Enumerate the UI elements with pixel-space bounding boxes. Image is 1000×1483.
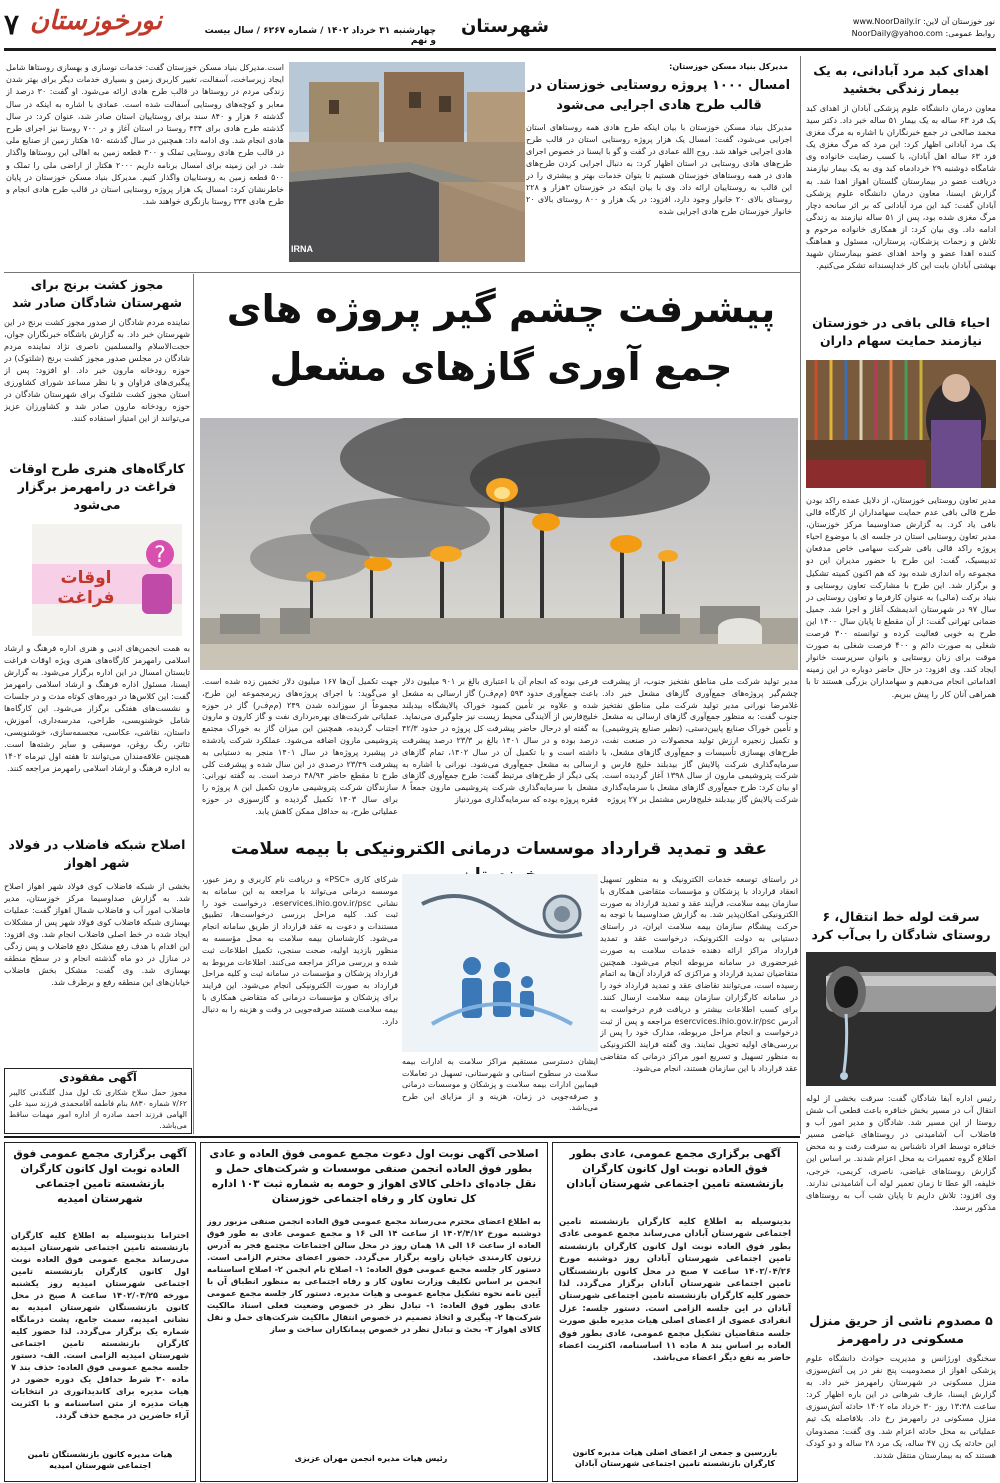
story-body: مدیرکل بنیاد مسکن خوزستان با بیان اینکه طرح هادی همه روستاهای استان اجرایی می‌شود، گفت: امسال یک هزار پروژه روستایی استان در قالب طرح هادی اجرایی خواهد شد. روح الله عمادی در گفت و گو با ایسنا در خصوص اجرای طرح‌های هادی روستایی در استان اظهار کرد: به دنبال اجرایی کردن طرح‌های هادی در همه روستاهای خوزستان هستیم تا بتوان خدمات بهتر و بیشتری را در این قالب به روستاییان ارائه داد. وی با بیان اینکه در خوزستان ۳هزار و ۲۲۸ روستای بالای ۲۰ خانوار وجود دارد، افزود: در یک هزار و ۸۰۰ روستای بالای ۲۰ خانوار خوزستان طرح هادی اجرایی شده — [526, 123, 792, 216]
right-headline-2: احیاء قالی بافی در خوزستان نیازمند حمایت سهام داران — [812, 315, 990, 348]
right-headline-1: اهدای کبد مرد آبادانی، به یک بیمار زندگی بخشید — [813, 63, 989, 96]
notice-ahvaz-transport — [200, 1142, 548, 1482]
notice-omidiyeh-body: احتراما بدینوسیله به اطلاع کلیه کارگران بازنشسته تامین اجتماعی شهرستان امیدیه می‌رساند مجمع عمومی فوق العاده نوبت اول کانون کارگران بازنشسته تامین اجتماعی شهرستان امیدیه روز یکشنبه مورخه ۱۴۰۲/۰۴/۲۵ ساعت ۸ صبح در محل کانون بازنشستگان شهرستان امیدیه به نشانی امیدیه، سمت جامع، پشت درمانگاه شماره یک برگزار می‌گردد. لذا حضور کلیه کارگران بازنشسته تامین اجتماعی شهرستان امیدیه الزامی است. الف- دستور جلسه مجمع عمومی فوق العاده: حذف بند ۷ ماده ۳۰ شرط حداقل یک دوره حضور در هیات مدیره برای کاندیداتوری در انتخابات هیات مدیره از متن اساسنامه و با اکثریت آراء حاضرین در مجمع حذف گردد. — [11, 1230, 189, 1420]
masthead — [0, 0, 1000, 50]
notice-omidiyeh-signature: هیات مدیره کانون بازنشستگان تامین اجتماعی شهرستان امیدیه — [27, 1450, 173, 1470]
carpet-weaving-photo — [806, 360, 996, 488]
site-url[interactable]: نور خوزستان آن لاین: www.NoorDaily.ir — [852, 17, 995, 26]
right-body-3: رئیس اداره آبفا شادگان گفت: سرقت بخشی از لوله انتقال آب در مسیر بخش خنافره باعث قطعی آب شش روستا از این مسیر شد. شادگان و مدیر امور آب و فاضلاب آب آشامیدنی در روستاهای غیاضی مسیر خنافره توسط افراد ناشناس به سرقت رفت و به محض اطلاع گروه تعمیرات به محل اعزام شدند. بر اساس این گزارش روستاهای غیاضی، ناصری، کریمی، خرجی، خلیفه، الو عطا تا زمان تعمیر لوله آب آشامیدنی ندارند. وی افزود: تلاش داریم تا پایان شب آب به روستاهای مذکور برسد. — [806, 1093, 996, 1212]
right-column — [806, 56, 996, 1134]
notice-abadan-title: آگهی برگزاری مجمع عمومی، عادی بطور فوق العاده نوبت اول کانون کارگران بازنشسته تامین اجتماعی شهرستان آبادان — [566, 1148, 784, 1190]
health-insurance-image — [402, 874, 598, 1052]
notice-ahvaz-body: به اطلاع اعضای محترم می‌رساند مجمع عمومی فوق العاده انجمن صنفی مزبور روز دوشنبه مورخ ۱۴۰۲/۴/۱۲ از ساعت ۱۴ الی ۱۶ و مجمع عمومی عادی به طور فوق العاده از ساعت ۱۶ الی ۱۸ همان روز در محل سالن اجتماعات مجتمع فجر به آدرس زرتون کارمندی خیابان زاویه برگزار می‌گردد. حضور اعضای محترم الزامی است. دستور کار جلسه مجمع عمومی فوق العاده: ۱- اصلاح نام انجمن ۲- اصلاح اساسنامه انجمن بر اساس تکلیف وزارت تعاون کار و رفاه اجتماعی به منظور انطباق آن با آیین نامه نحوه تشکیل مجامع عمومی و هیات مدیره. دستور کار جلسه مجمع عمومی عادی بطور فوق العاده: ۱- تبادل نظر در خصوص وضعیت فعلی اسناد مالکیت شرکت‌ها ۲- پیگیری و اتخاذ تصمیم در خصوص انتقال مالکیت شرکت‌های حمل و نقل کالای اهواز ۳- بحث و تبادل نظر در خصوص پیمانکاران ساخت و ساز — [207, 1216, 541, 1334]
story-kicker: مدیرکل بنیاد مسکن خوزستان: — [669, 62, 788, 71]
section-title: شهرستان — [461, 16, 549, 37]
right-col-divider — [800, 56, 801, 1134]
page-number: ۷ — [4, 8, 20, 41]
right-headline-3: سرقت لوله خط انتقال، ۶ روستای شادگان را بی‌آب کرد — [811, 909, 991, 942]
insurance-caption: ایشان دسترسی مستقیم مراکز سلامت به ادارات بیمه سلامت در سطوح استانی و شهرستانی، تسهیل در تعاملات فیمابین ادارات بیمه سلامت و پزشکان و موسسات درمانی و صرفه‌جویی در زمان، هزینه و از مزایای این طرح می‌باشد. — [402, 1057, 598, 1113]
notice-abadan-body: بدینوسیله به اطلاع کلیه کارگران بازنشسته تامین اجتماعی شهرستان آبادان می‌رساند مجمع عمومی عادی بطور فوق العاده نوبت اول کانون کارگران بازنشسته تامین اجتماعی شهرستان آبادان روز دوشنبه مورخ ۱۴۰۲/۰۴/۲۶ ساعت ۷ صبح در محل کانون بازنشستگان تامین اجتماعی شهرستان آبادان برگزار می‌گردد. لذا حضور کلیه کارگران بازنشسته تامین اجتماعی شهرستان آبادان در این جلسه الزامی است. دستور جلسه: عزل انفرادی عضوی از اعضای اصلی هیات مدیره طبق صورت جلسه متقاضیان تشکیل مجمع عمومی، عادی بطور فوق العاده بر اساس بند ۸ ماده ۱۱ اساسنامه، اکثریت اعضاء حاضر به نفع دیگر اعضاء می‌باشد. — [559, 1216, 791, 1363]
insurance-col-2: شرکای کاری «PSC» و دریافت نام کاربری و رمز عبور، موسسه درمانی می‌تواند با مراجعه به این سامانه به نشانی eservices.ihio.gov.ir/psc، درخواست خود را ثبت کند. کلیه مراحل بررسی درخواست‌ها، تطبیق مستندات و دعوت به عقد قرارداد از طریق سامانه انجام می‌شود. کارشناسان بیمه سلامت به محل مؤسسه به منظور بازدید اولیه، صحت سنجی، تکمیل اطلاعات ثبت شده و بررسی مراکز مراجعه می‌کنند. اطلاعات مربوط به قرارداد پزشکان و مؤسسات در سامانه ثبت و کلیه مراحل قرارداد به صورت الکترونیکی انجام می‌شود. این فرایند برای پزشکان و مؤسسات درمانی که متقاضی همکاری با بیمه سلامت هستند صرفه‌جویی در وقت و هزینه را به دنبال دارد. — [202, 874, 398, 1026]
lost-notice-box — [4, 1068, 192, 1134]
newspaper-logo: نورخوزستان — [30, 6, 162, 36]
left-column — [4, 276, 190, 1136]
story-headline: امسال ۱۰۰۰ پروژه روستایی خوزستان در قالب طرح هادی اجرایی می‌شود — [527, 78, 791, 113]
notice-omidiyeh — [4, 1142, 196, 1482]
left-col-divider — [193, 274, 194, 1134]
main-col-1: مدیر تولید شرکت ملی مناطق نفتخیز جنوب، از پیشرفت چشم‌گیر پروژه‌های جمع‌آوری گازهای مشعل خبر داد. غلامرضا نورانی مدیر تولید شرکت ملی مناطق نفتخیز جنوب گفت: به منظور جمع‌آوری گازهای ارسالی به مشعل و تأمین خوراک صنایع پایین‌دستی، (نظیر صنایع پتروشیمی) و تکمیل زنجیره ارزش تولید محصولات در صنعت نفت، طرح‌های بهسازی تأسیسات و جمع‌آوری گازهای مشعل، با سرمایه‌گذاری شرکت پالایش گاز بیدبلند خلیج فارس و شرکت پتروشیمی مارون از سال ۱۳۹۸ آغاز گردیده است. او بیان کرد: طرح جمع‌آوری گازهای مشعل با سرمایه‌گذاری شرکت پالایش گاز بیدبلند خلیج‌فارس مشتمل بر ۲۷ پروژه — [602, 676, 798, 804]
left-headline-1: مجوز کشت برنج برای شهرستان شادگان صادر شد — [11, 277, 183, 310]
left-headline-3: اصلاح شبکه فاضلاب در فولاد شهر اهواز — [8, 837, 186, 870]
issue-date-line: چهارشنبه ۳۱ خرداد ۱۴۰۲ / شماره ۶۲۶۷ / سال بیست و نهم — [204, 26, 436, 46]
lost-notice-body: مجوز حمل سلاح شکاری تک لول مدل گلنگدنی کالیبر ۷/۶۲ شماره ۸۸۳۰ بنام فاطمه آقامحمدی فرزند سید علی الهامی فرزند احمد صادره از اداره امور مهمات ساقط می‌باشد. — [9, 1088, 187, 1130]
masthead-divider — [4, 48, 996, 51]
insurance-col-1: در راستای توسعه خدمات الکترونیک و به منظور تسهیل انعقاد قرارداد با پزشکان و مؤسسات متقاضی همکاری با سازمان بیمه سلامت، فرآیند عقد و تمدید قرارداد به صورت الکترونیکی امکان‌پذیر شد. به گزارش صداوسیما با توجه به حرکت پیشگام سازمان بیمه سلامت ایران، در راستای دستیابی به دولت الکترونیک، درخواست عقد و تمدید قرارداد مراکز ارائه دهنده خدمات سلامت به صورت غیرحضوری در سامانه مربوطه انجام می‌شود. همچنین متقاضیان تمدید قرارداد و مراکزی که قرارداد آن‌ها به اتمام رسیده است، می‌توانند تقاضای عقد و تمدید قرارداد خود را در سامانه کارگزاران سازمان بیمه سلامت ارسال کنند. برای کسب اطلاعات بیشتر و دریافت فرم درخواست به آدرس esercvices.ihio.gov.ir/psc مراجعه و پس از ثبت درخواست و انجام مراحل مربوطه، مدارک خود را پس از بررسی‌های اولیه تحویل نمایند. وی گفته فرایند الکترونیکی به منظور تسهیل و تسریع امور مراکز درمانی که متقاضی عقد قرارداد با این سازمان هستند، انجام می‌شود. — [600, 874, 798, 1073]
contact-email[interactable]: روابط عمومی: NoorDaily@yahoo.com — [851, 29, 995, 38]
notice-abadan — [552, 1142, 798, 1482]
svg-text:?: ? — [154, 543, 166, 568]
notices-divider — [4, 1136, 800, 1138]
poster-text: اوقات فراغت — [57, 568, 115, 608]
notice-abadan-signature: بازرسین و جمعی از اعضای اصلی هیات مدیره کانون کارگران بازنشسته تامین اجتماعی شهرستان آبادان — [572, 1448, 778, 1468]
top-story-continued: است.مدیرکل بنیاد مسکن خوزستان گفت: خدمات نوسازی و بهسازی روستاها شامل ایجاد زیرساخت، آسفالت، تغییر کاربری زمین و بسیاری خدمات دیگر برای بهتر شدن زندگی مردم در روستاها در قالب طرح هادی ارائه می‌شود. او گفت: ۳۰ درصد از معابر و کوچه‌های روستایی آسفالت شده است. عمادی با اشاره به اینکه در سال گذشته ۶ هزار و ۸۴۰ سند برای روستاییان استان صادر شد، عنوان کرد: در سال گذشته طرح هادی برای ۴۳۴ روستا در استان آغاز و در ۷۰۰ روستا نیز اجرای طرح هادی انجام شد. وی ادامه داد: همچنین در سال گذشته ۱۵۰ هکتار زمین از صنایع ملی در قالب طرح هادی روستایی تملک و ۳۰۰ قطعه زمین به اهالی این روستاها واگذار شد. در این زمینه برای امسال برنامه داریم ۲۰۰۰ هکتار از اراضی ملی را تملک و ۵۰۰ قطعه زمین به روستاییان واگذار کنیم. مدیرکل بنیاد مسکن خوزستان در پایان خاطرنشان کرد: امسال یک هزار پروژه روستایی استان در قالب طرح هادی انجام و طرح هادی ۳۳۴ روستا بازنگری خواهند شد. — [6, 63, 284, 207]
water-pipe-photo — [806, 952, 996, 1086]
left-body-1: نماینده مردم شادگان از صدور مجوز کشت برنج در این شهرستان خبر داد. به گزارش باشگاه خبرنگاران جوان، حجت‌الاسلام والمسلمین ناصری نژاد نماینده مردم شادگان در مجلس صدور مجوز کشت برنج (شلتوک) در حوزه رودخانه مارون خبر داد. او افزود: پس از پیگیری‌های فراوان و با نظر مساعد شورای کشاورزی استان مجوز کشت شلتوک برای شهرستان شادگان در حوزه رودخانه مارون صادر شد و کشاورزان عزیز می‌توانند از این امتیاز استفاده کنند. — [4, 317, 190, 423]
main-col-2: فرعی بوده که انجام آن با اعتباری بالغ بر ۹۰۱ میلیون دلار باعث جمع‌آوری حدود ۵۹۳ (م‌م‌ف‌ر) گاز ارسالی به مشعل شده و علاوه بر تأمین کمبود خوراک پالایشگاه بیدبلند خلیج‌فارس از آلایندگی محیط زیست نیز جلوگیری می‌نماید. به گفته او درحال حاضر پیشرفت کل پروژه در حدود ۴۲/۳ درصد بوده و در سال ۱۴۰۱ بالغ بر ۲۳/۳ درصد پیشرفت داشته است و با تکمیل آن در سال ۱۴۰۲، تمام گازهای ارسالی به مشعل جمع‌آوری می‌شود. نورانی با اشاره به یکی دیگر از طرح‌های مرتبط گفت: طرح جمع‌آوری گازهای مشعل با سرمایه‌گذاری شرکت پتروشیمی مارون جمعاً ۸ فقره پروژه بوده که سرمایه‌گذاری موردنیاز — [402, 676, 598, 804]
left-body-2: به همت انجمن‌های ادبی و هنری اداره فرهنگ و ارشاد اسلامی رامهرمز کارگاه‌های هنری ویژه اوقات فراغت تابستان امسال در این اداره برگزار می‌شود. به گزارش ایسنا، مسئول اداره فرهنگ و ارشاد اسلامی رامهرمز گفت: این کلاس‌ها در دوره‌های کوتاه مدت و در جلسات و نشست‌های هفتگی برگزار می‌شود. این کارگاه‌ها شامل خوشنویسی، طراحی، مدرسه‌داری، آموزش، داستان، نقاشی، عکاسی، مجسمه‌سازی، خوشنویسی، تئاتر، رنگ روغن، موسیقی و سایر رشته‌ها است. همچنین علاقه‌مندان می‌توانند تا هفته اول تیرماه ۱۴۰۲ به اداره فرهنگ و ارشاد اسلامی رامهرمز مراجعه کنند. — [4, 643, 190, 773]
right-body-4: سخنگوی اورژانس و مدیریت حوادث دانشگاه علوم پزشکی اهواز از مصدومیت پنج نفر در پی آتش‌سوزی منزل مسکونی در شهرستان رامهرمز خبر داد. به گزارش ایسنا، عارف شرهانی در این باره اظهار کرد: ساعت ۱۳:۳۸ روز ۳۰ خرداد ماه ۱۴۰۲ حادثه آتش‌سوزی منزل مسکونی در رامهرمز رخ داد. بلافاصله یک تیم عملیاتی به محل حادثه اعزام شد. وی گفت: مصدومان این حادثه یک زن ۴۷ ساله، یک مرد ۲۸ ساله و دو کودک هستند که به بیمارستان منتقل شدند. — [806, 1353, 996, 1460]
main-col-3: جهت تکمیل آن‌ها ۱۶۷ میلیون دلار تخمین زده شده است. او می‌گوید: با اجرای پروژه‌های زیرمجموعه این طرح، مجموعاً از سوزانده شدن ۲۴۹ (م‌م‌ف‌ر) گاز در حوزه عملیاتی شرکت‌های بهره‌برداری نفت و گاز کارون و مارون اجتناب گردیده، همچنین این میزان گاز به خوراک مجتمع پتروشیمی مارون اضافه می‌شود. عملکرد شرکت یادشده در پیشبرد پروژه‌ها در سال ۱۴۰۱ منجر به دستیابی به پیشرفت ۲۳/۴۹ درصدی در این سال شده و پیشرفت کلی طرح تا مقطع حاضر ۴۸/۹۴ درصد است. به گفته نورانی: سازندگان شرکت پتروشیمی مارون تکمیل این ۸ پروژه را برای سال ۱۴۰۳ تکمیل گردیده و گازسوزی در حوزه عملیاتی طرح، به حداقل ممکن کاهش یابد. — [202, 676, 398, 816]
notice-omidiyeh-title: آگهی برگزاری مجمع عمومی فوق العاده نوبت اول کانون کارگران بازنشسته تامین اجتماعی شهرستان امیدیه — [13, 1148, 187, 1205]
right-body-1: معاون درمان دانشگاه علوم پزشکی آبادان از اهدای کبد یک فرد ۶۳ ساله به یک بیمار ۵۱ ساله خبر داد. دکتر سید محمد صالحی در جمع خبرنگاران با اشاره به مرگ مغزی یک مرد آبادانی اظهار کرد: این مرد که مرگ مغزی یک فرد ۶۳ ساله اهل آبادان، با کسب رضایت خانواده وی شامگاه دوشنبه ۲۹ خردادماه کبد وی به یک بیمار نیازمند دریافت عضو در بیمارستان گلستان اهواز اهدا شد. به گزارش ایسنا، معاون درمان دانشگاه علوم پزشکی آبادان گفت: کبد این مرد آبادانی که بر اثر سانحه دچار مرگ مغزی شده بود، پس از ۵۱ ساله نیازمند به زندگی ادامه داد. وی بیان کرد: از همکاری خانواده مرحوم و تلاش و زحمات پزشکان، پرستاران، مسئول و هماهنگ کننده اهدا عضو و واحد اهدای عضو بیمارستان شهید بهشتی آبادان بابت این کار خداپسندانه تشکر می‌کنیم. — [806, 103, 996, 271]
village-street-photo — [289, 62, 525, 262]
gas-flare-photo — [200, 418, 798, 670]
right-body-2: مدیر تعاون روستایی خوزستان، از دلایل عمده راکد بودن طرح قالی بافی عدم حمایت سهامداران از کارگاه قالی بافی یاد کرد. به گزارش صداوسیما مرکز خوزستان، مدیر تعاون روستایی استان در جلسه ای با موضوع احیاء پروژه راکد قالی بافی شرکت سهامی خاص مدفعان تدبیسیک، گفت: این طرح با حضور مدیران این دو مجموعه راه اندازی شده بود که هم اکنون کمیته تشکیل و برگزار شد. این طرح با مشارکت تعاون روستایی و بنیاد برکت (مالی) به عنوان کارفرما و تعاون روستایی در سال ۹۷ در شهرستان اندیمشک آغاز و اجرا شد. جمیل ضمانی تهرانی گفت: از آن مقطع تا پایان سال ۱۴۰۰ این طرح به خوبی فعالیت کرده و توانسته ۳۰۰ فرصت شغلی به صورت دائم و ۴۰۰ فرصت شغلی به صورت موقت برای زنان روستایی و بانوان سرپرست خانوار ایجاد کند. وی افزود: در حال حاضر دوباره در این زمینه اقداماتی انجام می‌دهیم و سهامداران بزرگی هستند تا با همراهی آنان کار را پیش ببریم. — [806, 495, 996, 699]
notice-ahvaz-title: اصلاحی آگهی نوبت اول دعوت مجمع عمومی فوق العاده و عادی بطور فوق العاده انجمن صنفی موسسات و شرکت‌های حمل و نقل جاده‌ای داخلی کالای اهواز و حومه به شماره ثبت ۱۰۳ اداره کل تعاون کار و رفاه اجتماعی خوزستان — [209, 1148, 539, 1205]
leisure-poster — [32, 524, 182, 636]
lost-notice-title: آگهی مفقودی — [59, 1071, 137, 1084]
left-headline-2: کارگاه‌های هنری طرح اوقات فراغت در رامهرمز برگزار می‌شود — [9, 461, 185, 512]
top-divider — [4, 272, 800, 273]
right-headline-4: ۵ مصدوم ناشی از حریق منزل مسکونی در رامهرمز — [809, 1313, 993, 1346]
insurance-headline: عقد و تمدید قرارداد موسسات درمانی الکترونیکی با بیمه سلامت — [230, 839, 768, 859]
left-body-3: بخشی از شبکه فاضلاب کوی فولاد شهر اهواز اصلاح شد. به گزارش صداوسیما مرکز خوزستان، مدیر فاضلاب امور آب و فاضلاب شمال اهواز گفت: عملیات بهسازی شبکه فاضلاب کوی فولاد شهر پس از مشکلات ایجاد شده در خط اصلی فاضلاب انجام شد. وی افزود: این اقدام با هدف رفع مشکل دفع فاضلاب و پس زدگی در منازل در دو ماه گذشته انجام و در سطح منطقه بهسازی شد. وی گفت: مشکل بخش فاضلاب خیابان‌های این منطقه رفع و برطرف شد. — [4, 881, 190, 987]
main-headline: پیشرفت چشم گیر پروژه های جمع آوری گازهای مشعل — [226, 287, 776, 389]
notice-ahvaz-signature: رئیس هیات مدیره انجمن مهران عزیزی — [294, 1454, 448, 1463]
photo-credit: IRNA — [291, 244, 313, 254]
